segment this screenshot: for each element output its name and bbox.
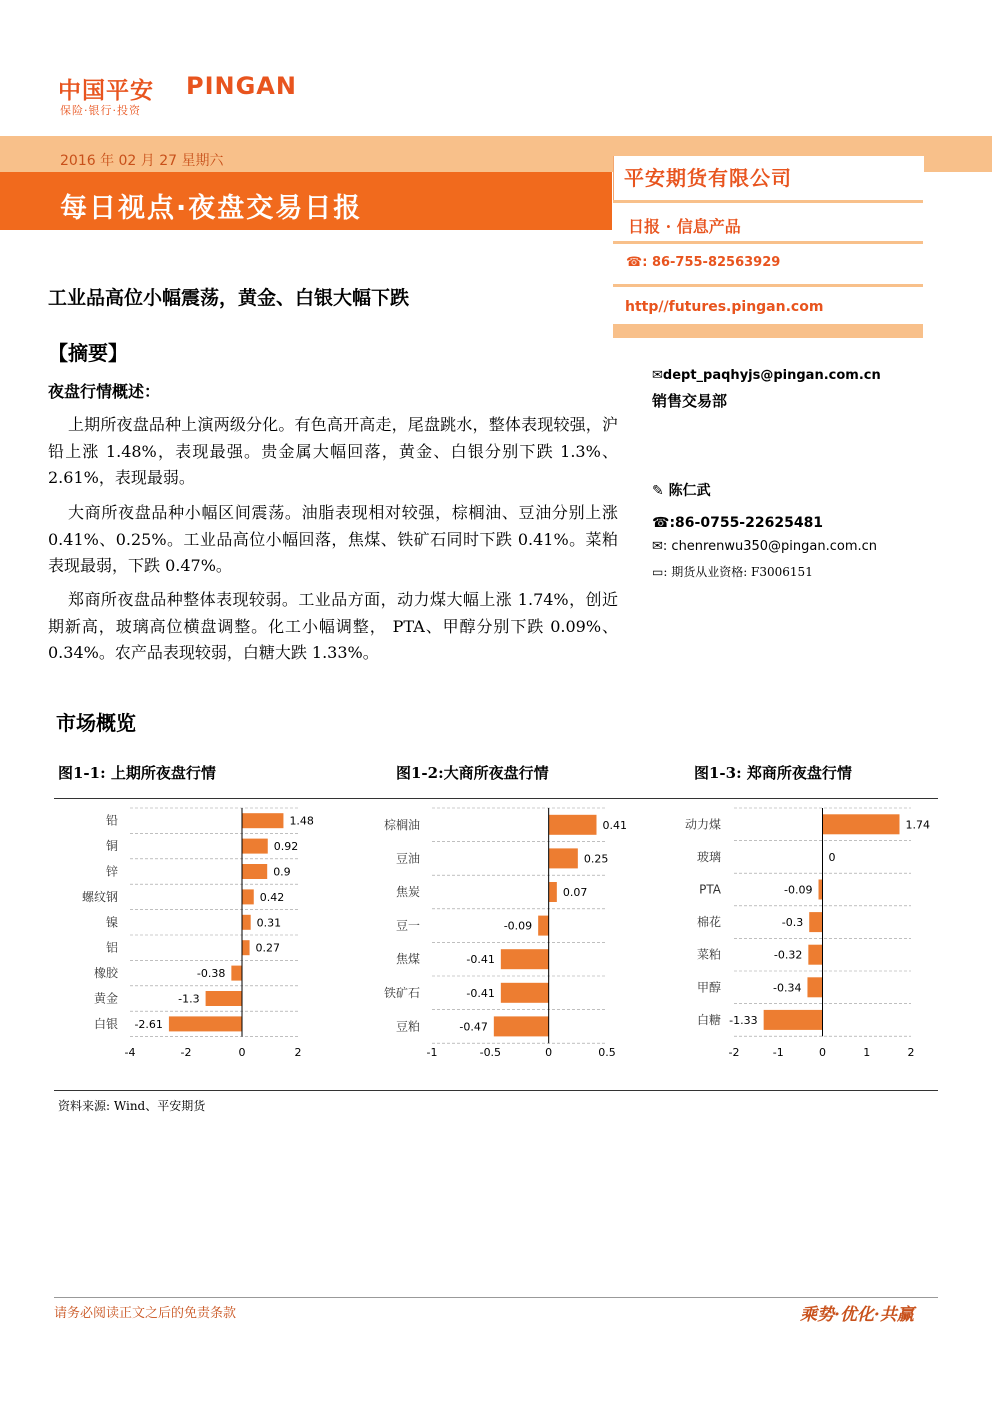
data-label: 0.42 bbox=[259, 890, 285, 904]
data-label: 1.48 bbox=[289, 814, 314, 828]
qualification-line bbox=[652, 563, 813, 580]
tick-label: 0 bbox=[238, 1046, 246, 1059]
data-label: 0.07 bbox=[562, 886, 588, 899]
data-label: 0.25 bbox=[583, 852, 609, 866]
paragraph-dce: 大商所夜盘品种小幅区间震荡。油脂表现相对较强，棕榈油、豆油分别上涨 0.41%、0.25%。工业品高位小幅回落，焦煤、铁矿石同时下跌 0.41%。菜粕表现最弱，下跌 0.47%。 bbox=[48, 503, 618, 575]
chart-shfe bbox=[82, 808, 314, 1059]
phone-icon: ☎: bbox=[626, 255, 648, 270]
bar bbox=[231, 966, 242, 981]
analyst-phone: :86-0755-22625481 bbox=[669, 515, 824, 531]
tick-label: 0 bbox=[545, 1046, 553, 1059]
bar bbox=[807, 977, 822, 997]
category-label: 铜 bbox=[105, 839, 118, 854]
charts-svg bbox=[0, 800, 992, 1090]
bar bbox=[242, 813, 283, 828]
data-label: 0 bbox=[828, 850, 836, 864]
category-label: 菜粕 bbox=[696, 947, 721, 962]
bar bbox=[242, 940, 250, 955]
chart-bottom-rule bbox=[54, 1090, 938, 1091]
chart-title-dce: 图1-2:大商所夜盘行情 bbox=[396, 764, 549, 782]
footer-rule bbox=[54, 1297, 938, 1298]
dept-email[interactable]: dept_paqhyjs@pingan.com.cn bbox=[662, 368, 881, 383]
data-label: -2.61 bbox=[134, 1017, 163, 1031]
data-label: -0.34 bbox=[772, 981, 802, 995]
phone-number: 86-755-82563929 bbox=[651, 255, 781, 270]
category-label: 豆粕 bbox=[395, 1019, 420, 1034]
tick-label: 2 bbox=[907, 1046, 915, 1059]
sidebar-divider bbox=[613, 284, 923, 287]
bar bbox=[809, 912, 822, 932]
mail-icon: ✉ bbox=[652, 368, 663, 383]
tick-label: -1 bbox=[426, 1046, 438, 1059]
bar bbox=[823, 814, 900, 834]
category-label: 棉花 bbox=[696, 915, 721, 930]
pen-icon: ✎ bbox=[652, 483, 664, 499]
data-label: 0.9 bbox=[273, 865, 291, 879]
category-label: 甲醇 bbox=[696, 980, 721, 995]
analyst-email-line bbox=[652, 539, 877, 554]
overview-heading: 夜盘行情概述： bbox=[48, 382, 161, 401]
phone-icon: ☎ bbox=[652, 515, 670, 531]
category-label: 铁矿石 bbox=[383, 985, 420, 1000]
category-label: 黄金 bbox=[93, 991, 118, 1006]
bar bbox=[242, 915, 251, 930]
analyst-name: 陈仁武 bbox=[668, 483, 711, 499]
bar bbox=[549, 815, 597, 835]
data-source: 资料来源: Wind、平安期货 bbox=[58, 1099, 206, 1113]
chart-title-shfe: 图1-1: 上期所夜盘行情 bbox=[58, 764, 216, 782]
category-label: 橡胶 bbox=[93, 966, 118, 981]
headline: 工业品高位小幅震荡，黄金、白银大幅下跌 bbox=[48, 287, 410, 309]
analyst-line bbox=[652, 480, 711, 500]
tick-label: 1 bbox=[863, 1046, 871, 1059]
tick-label: -4 bbox=[124, 1046, 136, 1059]
category-label: 螺纹钢 bbox=[81, 889, 118, 904]
chart-top-rule bbox=[54, 798, 938, 799]
company-phone bbox=[626, 255, 780, 270]
data-label: -1.33 bbox=[729, 1013, 758, 1027]
report-title: 每日视点·夜盘交易日报 bbox=[60, 193, 363, 224]
data-label: -0.3 bbox=[781, 916, 804, 930]
logo-tagline: 保险·银行·投资 bbox=[60, 104, 141, 117]
category-label: 焦炭 bbox=[395, 885, 420, 899]
data-label: 1.74 bbox=[905, 818, 930, 832]
tick-label: -2 bbox=[728, 1046, 740, 1059]
data-label: 0.41 bbox=[602, 818, 627, 832]
category-label: 玻璃 bbox=[696, 849, 721, 864]
category-label: 镍 bbox=[105, 915, 118, 930]
data-label: 0.92 bbox=[273, 840, 299, 854]
report-date: 2016 年 02 月 27 星期六 bbox=[60, 153, 224, 169]
bar bbox=[549, 848, 578, 868]
category-label: 豆油 bbox=[395, 851, 420, 866]
analyst-email[interactable]: : chenrenwu350@pingan.com.cn bbox=[662, 539, 877, 554]
tick-label: -2 bbox=[180, 1046, 192, 1059]
disclaimer[interactable]: 请务必阅读正文之后的免责条款 bbox=[54, 1306, 237, 1321]
category-label: 铅 bbox=[105, 813, 118, 828]
bar bbox=[538, 916, 549, 936]
bar bbox=[549, 882, 557, 902]
bar bbox=[501, 983, 549, 1003]
mail-icon: ✉ bbox=[652, 539, 663, 554]
logo-cn: 中国平安 bbox=[58, 78, 154, 104]
dept-name: 销售交易部 bbox=[652, 392, 728, 410]
data-label: 0.31 bbox=[256, 916, 282, 930]
category-label: 锌 bbox=[105, 864, 118, 879]
bar bbox=[501, 949, 549, 969]
data-label: 0.27 bbox=[255, 941, 281, 955]
tick-label: -0.5 bbox=[479, 1046, 502, 1059]
chart-czce bbox=[685, 808, 930, 1059]
tick-label: 2 bbox=[294, 1046, 302, 1059]
sidebar-divider bbox=[613, 241, 923, 244]
category-label: 焦煤 bbox=[395, 952, 420, 967]
paragraph-shfe: 上期所夜盘品种上演两级分化。有色高开高走，尾盘跳水，整体表现较强，沪铅上涨 1.48%，表现最强。贵金属大幅回落，黄金、白银分别下跌 1.3%、2.61%，表现最弱。 bbox=[48, 415, 618, 487]
bar bbox=[764, 1010, 823, 1030]
bar bbox=[206, 991, 242, 1006]
category-label: PTA bbox=[699, 882, 721, 897]
bar bbox=[169, 1016, 242, 1031]
slogan: 乘势·优化·共赢 bbox=[800, 1305, 914, 1325]
bar bbox=[808, 945, 822, 965]
logo-en: PINGAN bbox=[186, 72, 297, 100]
bar bbox=[242, 864, 267, 879]
data-label: -0.41 bbox=[466, 986, 495, 1000]
category-label: 白银 bbox=[93, 1016, 118, 1031]
abstract-heading: 【摘要】 bbox=[48, 341, 128, 365]
company-url[interactable]: http//futures.pingan.com bbox=[625, 299, 824, 315]
certificate-icon: ▭ bbox=[652, 565, 664, 579]
data-label: -0.09 bbox=[503, 919, 533, 933]
category-label: 铝 bbox=[105, 940, 118, 955]
bar bbox=[819, 880, 823, 900]
data-label: -0.09 bbox=[784, 883, 813, 897]
category-label: 豆一 bbox=[395, 918, 420, 933]
category-label: 动力煤 bbox=[684, 817, 721, 832]
paragraph-czce: 郑商所夜盘品种整体表现较弱。工业品方面，动力煤大幅上涨 1.74%，创近期新高，玻璃高位横盘调整。化工小幅调整， PTA、甲醇分别下跌 0.09%、0.34%。农产品表现较弱，白糖大跌 1.33%。 bbox=[48, 590, 618, 662]
qualification: : 期货从业资格: F3006151 bbox=[663, 565, 813, 579]
data-label: -0.32 bbox=[773, 948, 803, 962]
tick-label: -1 bbox=[772, 1046, 784, 1059]
tick-label: 0 bbox=[819, 1046, 826, 1059]
data-label: -0.38 bbox=[196, 967, 226, 981]
category-label: 棕榈油 bbox=[383, 817, 420, 832]
company-name: 平安期货有限公司 bbox=[624, 166, 792, 190]
data-label: -0.47 bbox=[459, 1020, 488, 1034]
sidebar-bottom-band bbox=[613, 324, 923, 338]
dept-email-line bbox=[652, 368, 881, 383]
data-label: -1.3 bbox=[178, 992, 200, 1006]
chart-dce bbox=[384, 808, 627, 1059]
product-type: 日报 · 信息产品 bbox=[628, 217, 741, 236]
market-overview-heading: 市场概览 bbox=[56, 711, 136, 735]
bar bbox=[494, 1016, 549, 1036]
analyst-phone-line bbox=[652, 515, 823, 531]
sidebar-divider bbox=[613, 200, 923, 203]
data-label: -0.41 bbox=[466, 953, 495, 967]
tick-label: 0.5 bbox=[598, 1046, 616, 1059]
category-label: 白糖 bbox=[696, 1012, 721, 1027]
bar bbox=[242, 839, 268, 854]
bar bbox=[242, 889, 254, 904]
chart-title-czce: 图1-3: 郑商所夜盘行情 bbox=[694, 764, 852, 782]
